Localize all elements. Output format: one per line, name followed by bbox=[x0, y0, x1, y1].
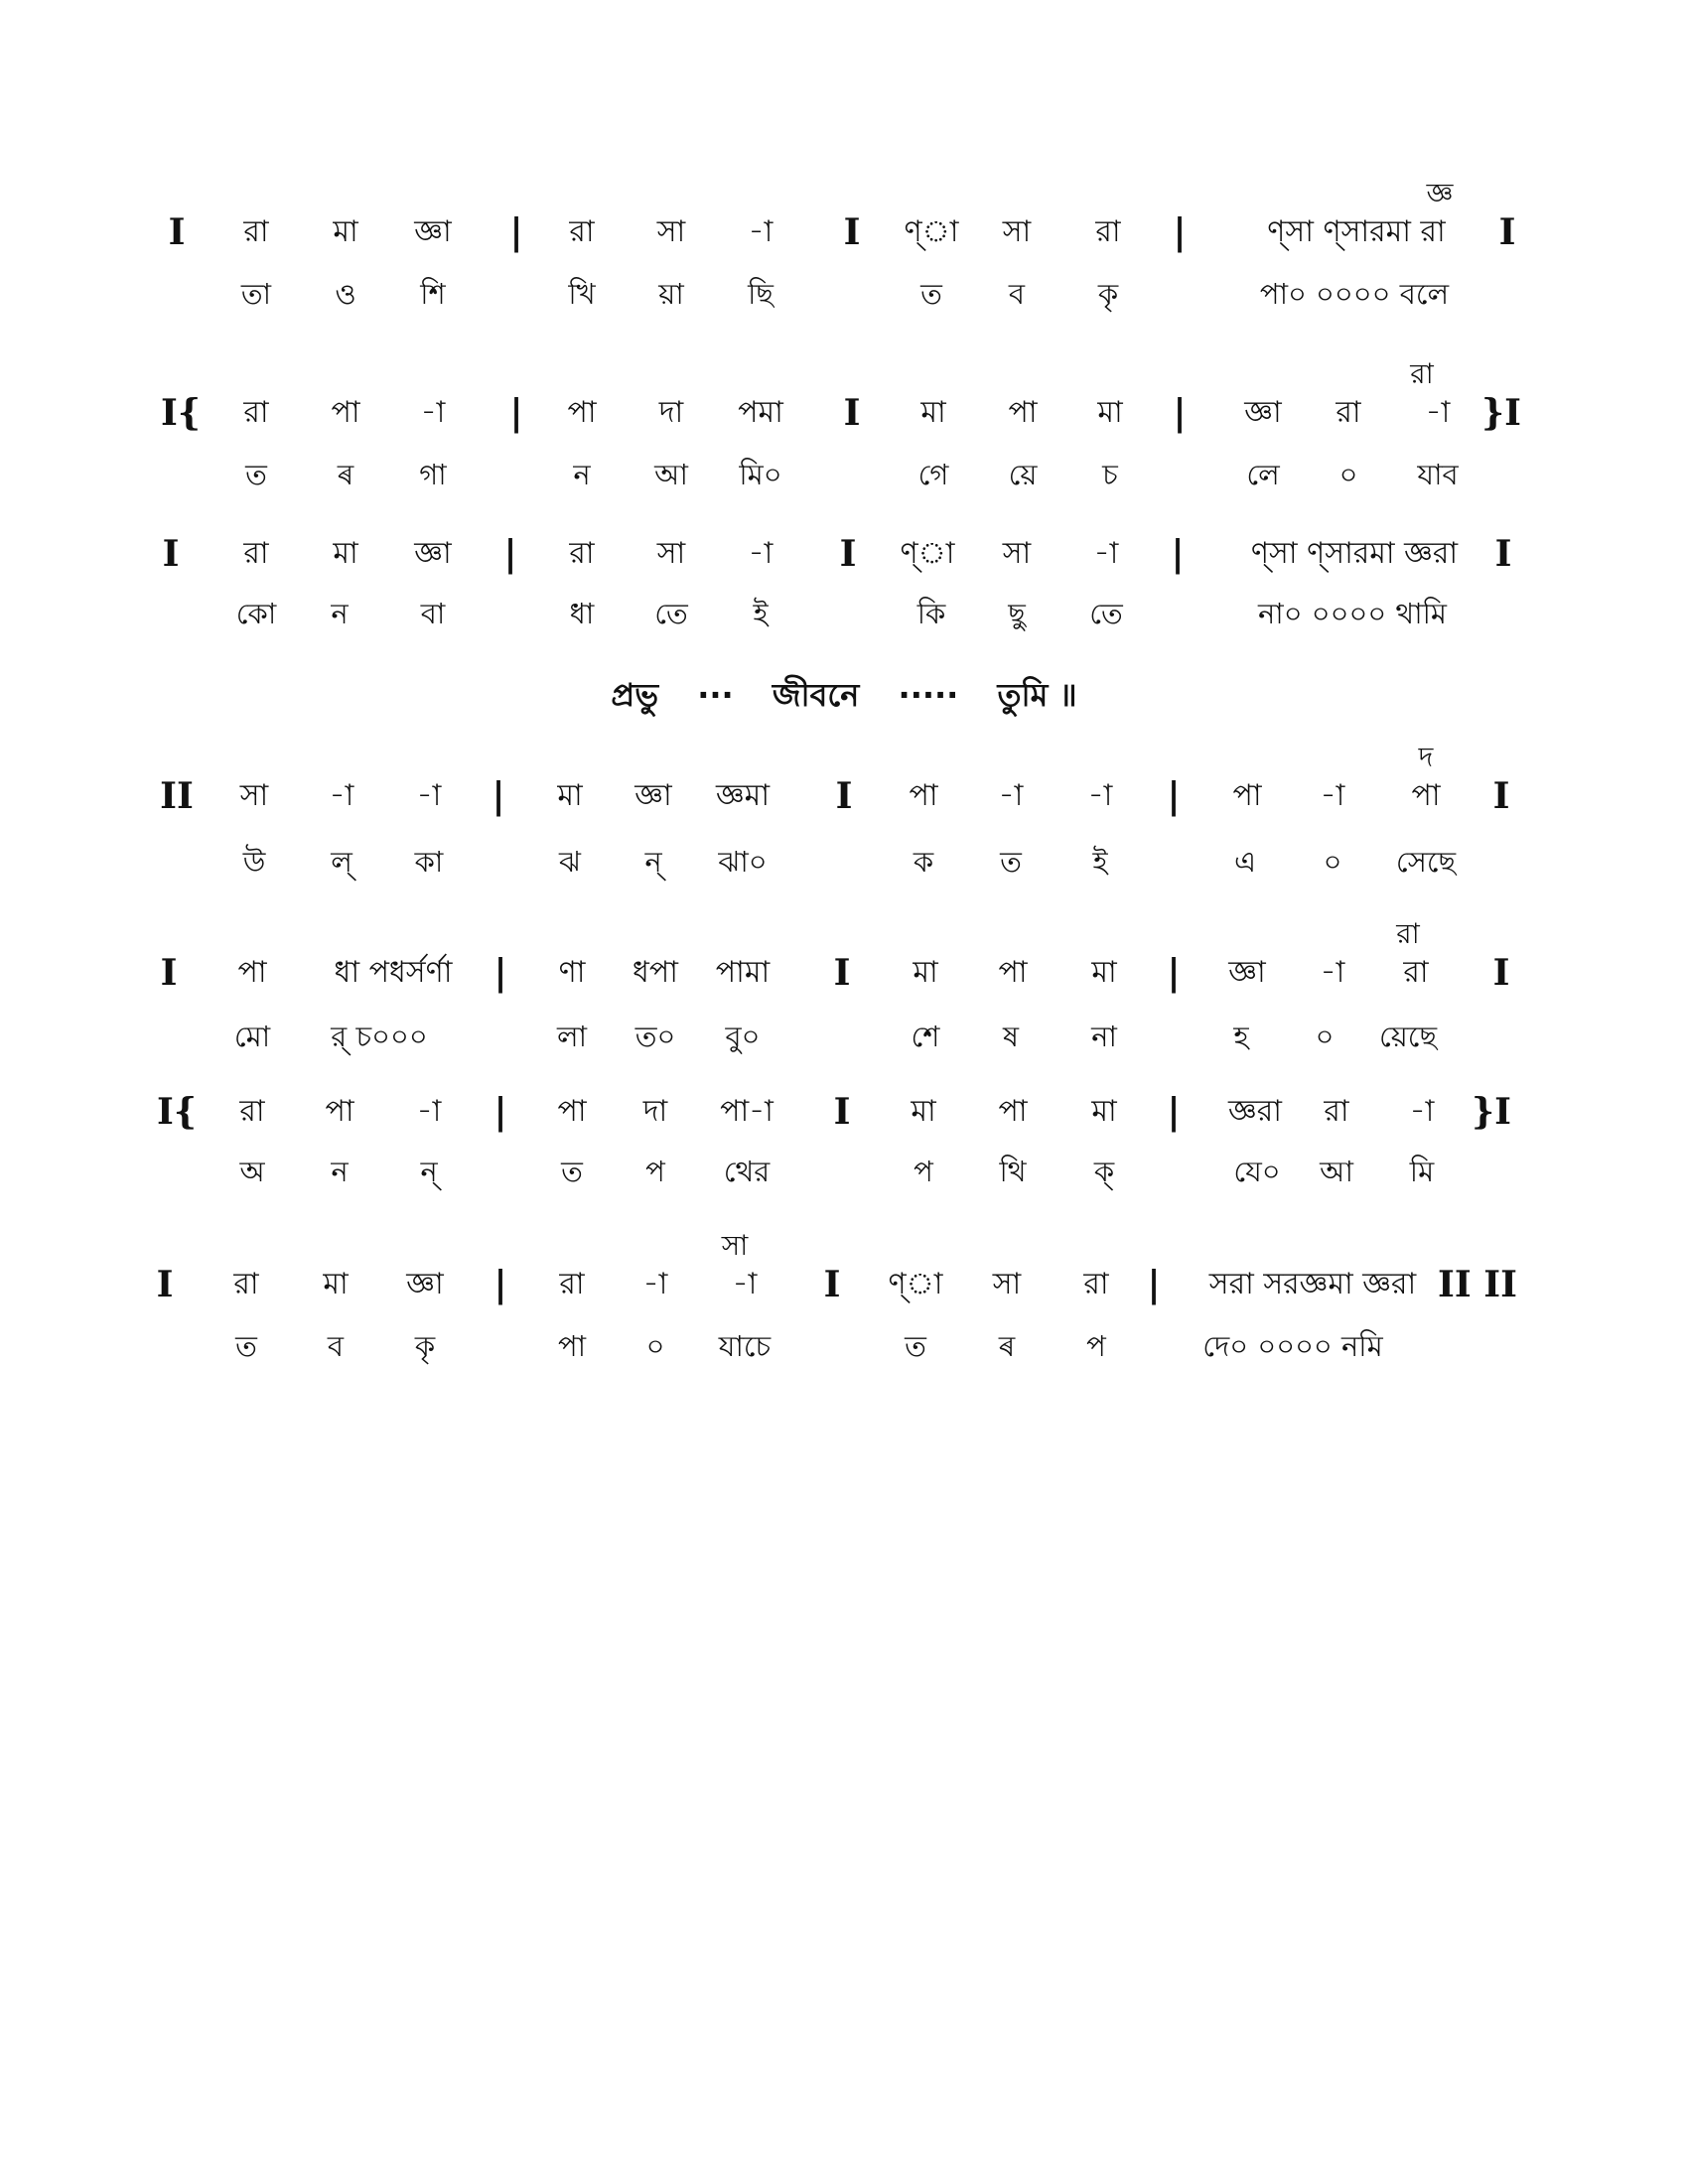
note: -া bbox=[1320, 955, 1345, 990]
lyric-syllable: প bbox=[1086, 1329, 1106, 1363]
note: রা bbox=[1083, 1267, 1109, 1301]
lyric-syllable: এ bbox=[1233, 845, 1257, 879]
lyric-syllable: কি bbox=[916, 597, 946, 630]
lyric-syllable: মি bbox=[1409, 1155, 1435, 1188]
lyric-syllable: তে bbox=[1089, 597, 1123, 630]
lyric-syllable: কো bbox=[235, 597, 277, 630]
upper-note: দ bbox=[1418, 741, 1434, 773]
note: জ্ঞরা bbox=[1228, 1094, 1282, 1129]
note: সা bbox=[1002, 536, 1032, 571]
lyric-syllable: যাচে bbox=[718, 1329, 772, 1363]
notation-row bbox=[0, 534, 1688, 574]
note: রা bbox=[1336, 395, 1361, 430]
note: -া bbox=[420, 395, 446, 430]
refrain-dots: ··· bbox=[697, 676, 734, 714]
note: -া bbox=[329, 778, 354, 813]
bar-marker: I bbox=[1494, 533, 1512, 575]
note: -া bbox=[748, 214, 774, 249]
lyric-syllable: থের bbox=[723, 1155, 771, 1188]
upper-note: সা bbox=[721, 1229, 749, 1262]
lyric-syllable: য়ে bbox=[1008, 458, 1038, 491]
lyric-syllable: ত bbox=[245, 458, 267, 491]
repeat-start: I{ bbox=[157, 1091, 197, 1133]
note: মা bbox=[913, 955, 938, 990]
note: ণ্সা ণ্সারমা রা bbox=[1267, 214, 1446, 249]
lyric-row bbox=[0, 274, 1688, 314]
lyric-syllable: বু০ bbox=[725, 1020, 761, 1053]
beat-divider: | bbox=[1173, 211, 1187, 253]
notation-row bbox=[0, 776, 1688, 816]
note: জ্ঞা bbox=[406, 1267, 444, 1301]
lyric-syllable: সেছে bbox=[1395, 845, 1457, 879]
note: -া bbox=[1093, 536, 1119, 571]
beat-divider: | bbox=[1167, 952, 1181, 994]
note: সা bbox=[239, 778, 269, 813]
beat-divider: | bbox=[492, 775, 505, 817]
lyric-syllable: প bbox=[914, 1155, 933, 1188]
note: পা bbox=[567, 395, 597, 430]
note: পা bbox=[1008, 395, 1038, 430]
note: রা bbox=[233, 1267, 259, 1301]
lyric-row bbox=[0, 455, 1688, 494]
lyric-syllable: গে bbox=[917, 458, 949, 491]
beat-divider: | bbox=[1173, 392, 1187, 434]
note: ণা bbox=[558, 955, 586, 990]
lyric-syllable: ত০ bbox=[634, 1020, 676, 1053]
note: জ্ঞা bbox=[1228, 955, 1266, 990]
note: -া bbox=[1425, 395, 1451, 430]
lyric-syllable: ত bbox=[920, 277, 942, 311]
lyric-syllable: ন bbox=[573, 458, 591, 491]
note: সা bbox=[656, 214, 686, 249]
notation-row bbox=[0, 1265, 1688, 1304]
note: জ্ঞা bbox=[414, 536, 452, 571]
lyric-syllable: কৃ bbox=[1097, 277, 1119, 311]
lyric-syllable: যে০ bbox=[1233, 1155, 1281, 1188]
notation-row bbox=[0, 393, 1688, 433]
lyric-syllable: যাব bbox=[1417, 458, 1459, 491]
note: -া bbox=[1409, 1094, 1435, 1129]
note: রা bbox=[243, 395, 269, 430]
note: ণ্া bbox=[900, 536, 955, 571]
lyric-syllable: য়া bbox=[658, 277, 684, 311]
double-bar: II bbox=[160, 775, 194, 817]
lyric-syllable: ই bbox=[1092, 845, 1108, 879]
bar-marker: I bbox=[843, 211, 861, 253]
lyric-syllable: ঝা০ bbox=[718, 845, 768, 879]
lyric-syllable: পা bbox=[557, 1329, 587, 1363]
note: -া bbox=[732, 1267, 758, 1301]
note: মা bbox=[557, 778, 583, 813]
bar-marker: I bbox=[835, 775, 853, 817]
beat-divider: | bbox=[1167, 1091, 1181, 1133]
lyric-syllable: শে bbox=[911, 1020, 940, 1053]
repeat-end: }I bbox=[1481, 392, 1521, 434]
lyric-syllable: আ bbox=[1320, 1155, 1353, 1188]
lyric-syllable: খি bbox=[568, 277, 596, 311]
bar-marker: I bbox=[1492, 952, 1510, 994]
beat-divider: | bbox=[493, 1264, 507, 1305]
lyric-syllable: আ bbox=[654, 458, 688, 491]
lyric-syllable: ন bbox=[331, 1155, 349, 1188]
lyric-syllable: য়েছে bbox=[1378, 1020, 1438, 1053]
note: ণ্া bbox=[904, 214, 959, 249]
upper-note: জ্ঞ bbox=[1426, 177, 1454, 209]
note: দা bbox=[658, 395, 684, 430]
note: -া bbox=[642, 1267, 668, 1301]
lyric-syllable: ল্ bbox=[331, 845, 352, 879]
note: সা bbox=[992, 1267, 1022, 1301]
lyric-syllable: লা bbox=[556, 1020, 588, 1053]
notation-row bbox=[0, 212, 1688, 252]
lyric-row bbox=[0, 842, 1688, 882]
note: মা bbox=[1091, 1094, 1117, 1129]
lyric-syllable: হ bbox=[1233, 1020, 1249, 1053]
lyric-syllable: উ bbox=[242, 845, 266, 879]
lyric-syllable: ০ bbox=[1315, 1020, 1335, 1053]
note: ণ্সা ণ্সারমা জ্ঞরা bbox=[1250, 536, 1459, 571]
note: পা bbox=[237, 955, 267, 990]
lyric-syllable: মো bbox=[233, 1020, 271, 1053]
note: রা bbox=[1403, 955, 1429, 990]
bar-marker: I bbox=[833, 952, 851, 994]
lyric-syllable: চ bbox=[1102, 458, 1118, 491]
lyric-syllable: ন্ bbox=[644, 845, 662, 879]
note: -া bbox=[1087, 778, 1113, 813]
lyric-syllable: প bbox=[645, 1155, 665, 1188]
refrain-line bbox=[0, 673, 1688, 717]
lyric-syllable: ০ bbox=[1323, 845, 1342, 879]
note: ণ্া bbox=[888, 1267, 943, 1301]
note: পা bbox=[998, 955, 1028, 990]
lyric-syllable: ই bbox=[753, 597, 769, 630]
note: রা bbox=[569, 214, 595, 249]
lyric-syllable: ঝ bbox=[559, 845, 581, 879]
notation-row bbox=[0, 953, 1688, 993]
lyric-syllable: ছু bbox=[1008, 597, 1026, 630]
note: -া bbox=[748, 536, 774, 571]
note: পা bbox=[1232, 778, 1262, 813]
refrain-word: জীবনে bbox=[772, 676, 860, 714]
note: জ্ঞমা bbox=[715, 778, 771, 813]
lyric-syllable: ও bbox=[335, 277, 356, 311]
note: দা bbox=[642, 1094, 668, 1129]
lyric-row bbox=[0, 1017, 1688, 1056]
bar-marker: I bbox=[1492, 775, 1510, 817]
lyric-syllable: পা০ ০০০০ বলে bbox=[1259, 277, 1450, 311]
note: সা bbox=[656, 536, 686, 571]
note: পা bbox=[998, 1094, 1028, 1129]
bar-marker: I bbox=[839, 533, 857, 575]
bar-marker: I bbox=[156, 1264, 174, 1305]
lyric-syllable: ত bbox=[235, 1329, 257, 1363]
repeat-start: I{ bbox=[161, 392, 201, 434]
notation-row bbox=[0, 1092, 1688, 1132]
lyric-syllable: ষ bbox=[1003, 1020, 1019, 1053]
lyric-syllable: দে০ ০০০০ নমি bbox=[1202, 1329, 1383, 1363]
lyric-syllable: ০ bbox=[1338, 458, 1358, 491]
note: পা bbox=[331, 395, 360, 430]
lyric-syllable: লে bbox=[1246, 458, 1280, 491]
note: পা bbox=[1411, 778, 1441, 813]
note: রা bbox=[1095, 214, 1121, 249]
lyric-syllable: ব bbox=[327, 1329, 345, 1363]
note: সা bbox=[1002, 214, 1032, 249]
lyric-syllable: না bbox=[1091, 1020, 1117, 1053]
note: পা bbox=[325, 1094, 354, 1129]
refrain-word: প্রভু bbox=[611, 676, 659, 714]
note: মা bbox=[323, 1267, 349, 1301]
note: জ্ঞা bbox=[1244, 395, 1282, 430]
note: রা bbox=[239, 1094, 265, 1129]
note: পা bbox=[557, 1094, 587, 1129]
beat-divider: | bbox=[493, 952, 507, 994]
final-double-bar: II II bbox=[1438, 1264, 1517, 1305]
note: জ্ঞা bbox=[634, 778, 672, 813]
lyric-syllable: ৰ bbox=[998, 1329, 1016, 1363]
note: সরা সরজ্ঞমা জ্ঞরা bbox=[1208, 1267, 1417, 1301]
lyric-syllable: ন bbox=[331, 597, 349, 630]
lyric-syllable: ত bbox=[1000, 845, 1022, 879]
beat-divider: | bbox=[503, 533, 517, 575]
note: ধপা bbox=[633, 955, 678, 990]
lyric-syllable: ০ bbox=[645, 1329, 665, 1363]
note: পা bbox=[909, 778, 938, 813]
lyric-syllable: ক্ bbox=[1093, 1155, 1115, 1188]
beat-divider: | bbox=[1167, 775, 1181, 817]
note: -া bbox=[416, 778, 442, 813]
lyric-row bbox=[0, 1326, 1688, 1366]
note: রা bbox=[559, 1267, 585, 1301]
beat-divider: | bbox=[493, 1091, 507, 1133]
note: ধা পধর্সর্ণা bbox=[334, 955, 453, 990]
lyric-row bbox=[0, 1152, 1688, 1191]
lyric-syllable: না০ ০০০০ থামি bbox=[1257, 597, 1448, 630]
note: রা bbox=[569, 536, 595, 571]
lyric-syllable: ত bbox=[561, 1155, 583, 1188]
upper-note: রা bbox=[1410, 357, 1434, 390]
lyric-syllable: কা bbox=[414, 845, 444, 879]
note: -া bbox=[1320, 778, 1345, 813]
bar-marker: I bbox=[160, 952, 178, 994]
note: পমা bbox=[738, 395, 783, 430]
bar-marker: I bbox=[823, 1264, 841, 1305]
lyric-syllable: অ bbox=[239, 1155, 265, 1188]
lyric-syllable: ব bbox=[1008, 277, 1026, 311]
note: পামা bbox=[715, 955, 771, 990]
note: রা bbox=[243, 536, 269, 571]
note: মা bbox=[1097, 395, 1123, 430]
beat-divider: | bbox=[1147, 1264, 1161, 1305]
upper-note: রা bbox=[1396, 917, 1420, 950]
lyric-syllable: তা bbox=[240, 277, 272, 311]
lyric-syllable: বা bbox=[420, 597, 446, 630]
note: মা bbox=[911, 1094, 936, 1129]
note: -া bbox=[416, 1094, 442, 1129]
lyric-syllable: শি bbox=[420, 277, 446, 311]
bar-marker: I bbox=[168, 211, 186, 253]
lyric-syllable: ক bbox=[913, 845, 934, 879]
refrain-dots: ····· bbox=[898, 676, 959, 714]
lyric-syllable: থি bbox=[999, 1155, 1027, 1188]
note: রা bbox=[1324, 1094, 1349, 1129]
lyric-syllable: তে bbox=[654, 597, 688, 630]
note: মা bbox=[333, 536, 358, 571]
note: মা bbox=[1091, 955, 1117, 990]
note: মা bbox=[333, 214, 358, 249]
bar-marker: I bbox=[162, 533, 180, 575]
lyric-syllable: কৃ bbox=[414, 1329, 436, 1363]
lyric-syllable: র্ চ০০০ bbox=[331, 1020, 428, 1053]
lyric-syllable: ধা bbox=[569, 597, 595, 630]
lyric-syllable: মি০ bbox=[739, 458, 782, 491]
bar-marker: I bbox=[833, 1091, 851, 1133]
lyric-syllable: গা bbox=[419, 458, 447, 491]
lyric-syllable: ত bbox=[905, 1329, 926, 1363]
lyric-syllable: ন্ bbox=[420, 1155, 438, 1188]
note: মা bbox=[920, 395, 946, 430]
beat-divider: | bbox=[1171, 533, 1185, 575]
note: রা bbox=[243, 214, 269, 249]
refrain-word: তুমি ॥ bbox=[997, 676, 1077, 714]
lyric-syllable: ছি bbox=[748, 277, 774, 311]
note: -া bbox=[998, 778, 1024, 813]
lyric-row bbox=[0, 594, 1688, 633]
lyric-syllable: ৰ bbox=[337, 458, 354, 491]
beat-divider: | bbox=[509, 211, 523, 253]
note: পা-া bbox=[720, 1094, 774, 1129]
repeat-end: }I bbox=[1472, 1091, 1511, 1133]
note: জ্ঞা bbox=[414, 214, 452, 249]
bar-marker: I bbox=[843, 392, 861, 434]
bar-marker: I bbox=[1498, 211, 1516, 253]
beat-divider: | bbox=[509, 392, 523, 434]
